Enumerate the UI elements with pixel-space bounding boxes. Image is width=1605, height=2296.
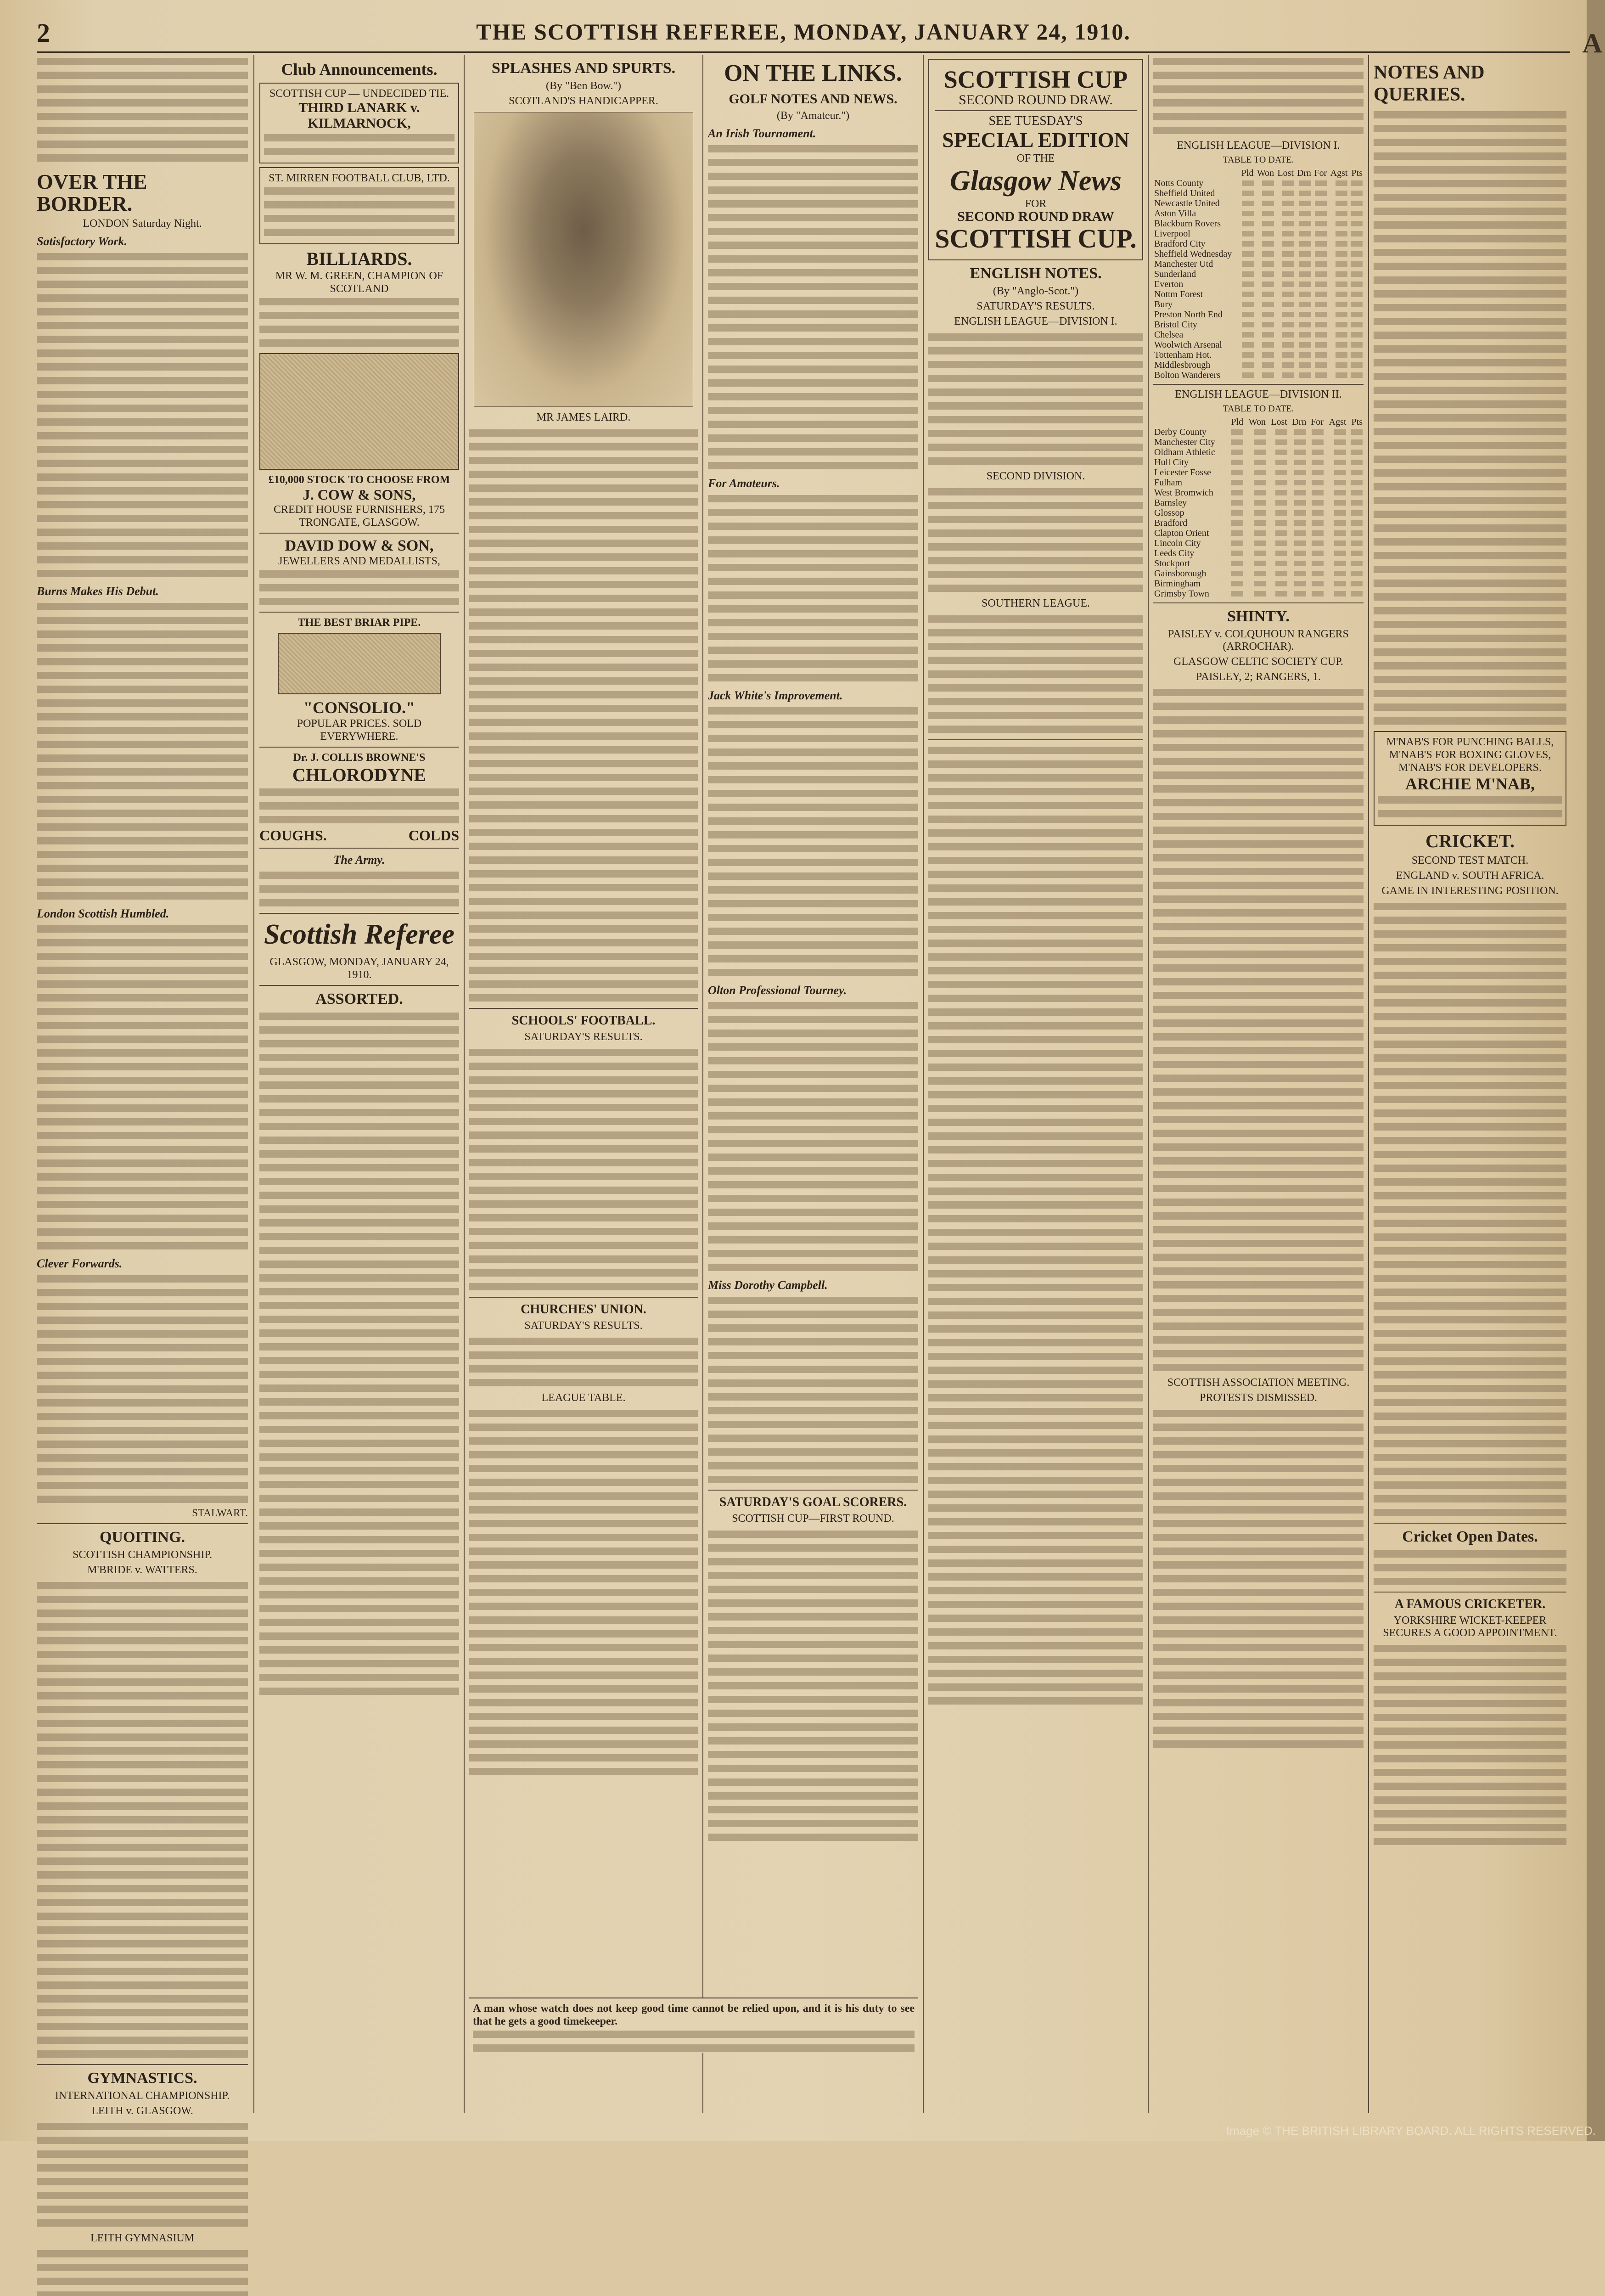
team-name: Barnsley [1154,498,1187,508]
subhead: Clever Forwards. [37,1257,123,1270]
ad-title: SCOTTISH CUP. [935,224,1137,253]
table-row [1153,279,1364,289]
signature: STALWART. [192,1507,248,1519]
table-col-header: For [1314,168,1327,178]
team-name: Leicester Fosse [1154,467,1211,478]
ad-line: M'NAB'S FOR PUNCHING BALLS, M'NAB'S FOR BOXING GLOVES, M'NAB'S FOR DEVELOPERS. [1386,736,1554,774]
ad-title: THIRD LANARK v. KILMARNOCK, [298,100,420,131]
byline: (By "Anglo-Scot.") [993,285,1079,297]
ad-line: SEE TUESDAY'S [988,114,1083,128]
headline-gymnastics: GYMNASTICS. [87,2070,197,2087]
furniture-illustration [259,353,459,470]
team-name: Glossop [1154,508,1184,518]
subhead: PROTESTS DISMISSED. [1199,1392,1318,1404]
column-rule [702,55,703,2113]
table-row [1153,269,1364,279]
team-name: Tottenham Hot. [1154,350,1212,360]
team-name: Oldham Athletic [1154,447,1215,457]
subhead: ENGLISH LEAGUE—DIVISION I. [954,315,1117,327]
subhead: PAISLEY, 2; RANGERS, 1. [1195,671,1321,683]
team-name: Nottm Forest [1154,289,1203,299]
team-name: Grimsby Town [1154,589,1209,599]
table-row [1153,299,1364,310]
column-5 [928,55,1143,2113]
table-col-header: Agst [1330,168,1348,178]
league-table-div2 [1153,417,1364,599]
caption: MR JAMES LAIRD. [536,411,631,423]
column-1 [37,55,248,2244]
table-row [1153,330,1364,340]
column-4 [708,55,918,2113]
section-header: CHURCHES' UNION. [521,1302,646,1317]
subhead: SATURDAY'S RESULTS. [524,1320,643,1332]
team-name: Leeds City [1154,548,1195,558]
mnab-advert [1374,731,1566,826]
team-name: West Bromwich [1154,488,1213,498]
team-name: Preston North End [1154,310,1223,320]
section-header: ON THE LINKS. [724,60,902,86]
ad-line: FOR [1025,198,1047,210]
team-name: Gainsborough [1154,568,1207,579]
subhead: Satisfactory Work. [37,235,127,248]
table-row [1153,289,1364,299]
team-name: Sunderland [1154,269,1196,279]
table-row [1153,259,1364,269]
headline-over-the-border: OVER THE BORDER. [37,170,147,215]
ad-line: £10,000 STOCK TO CHOOSE FROM [268,474,450,486]
team-name: Manchester Utd [1154,259,1213,269]
subhead: Jack White's Improvement. [708,689,843,702]
team-name: Bradford [1154,518,1188,528]
team-name: Sheffield Wednesday [1154,249,1232,259]
ad-line: ST. MIRREN FOOTBALL CLUB, LTD. [269,172,450,184]
ad-title: "CONSOLIO." [303,698,415,717]
section-header: SCHOOLS' FOOTBALL. [511,1013,656,1028]
table-row [1153,178,1364,188]
masthead-rule [37,51,1570,53]
table-row [1153,447,1364,457]
table-row [1153,360,1364,370]
table-col-header: Drn [1296,168,1311,178]
table-row [1153,340,1364,350]
subhead: An Irish Tournament. [708,127,816,140]
section-header: A FAMOUS CRICKETER. [1394,1597,1546,1611]
table-row [1153,249,1364,259]
ad-line: THE BEST BRIAR PIPE. [297,617,421,629]
portrait-illustration [474,112,693,407]
column-3 [469,55,698,2113]
paper-date: GLASGOW, MONDAY, JANUARY 24, 1910. [269,956,449,981]
ad-title: J. COW & SONS, [303,486,416,503]
newspaper-title: THE SCOTTISH REFEREE, MONDAY, JANUARY 24, 1910. [476,19,1131,45]
byline: (By "Ben Bow.") [545,80,622,92]
glasgow-news-advert [928,59,1143,260]
masthead [37,14,1570,51]
subhead: Miss Dorothy Campbell. [708,1278,828,1292]
table-row [1153,457,1364,467]
subhead: SCOTTISH CUP—FIRST ROUND. [732,1513,894,1525]
team-name: Bristol City [1154,320,1197,330]
table-row [1153,320,1364,330]
advert-third-lanark [259,83,459,163]
table-row [1153,558,1364,568]
team-name: Sheffield United [1154,188,1215,198]
subhead: Burns Makes His Debut. [37,585,159,598]
table-col-header: Pld [1231,417,1244,427]
table-row [1153,437,1364,447]
team-name: Manchester City [1154,437,1215,447]
column-rule [464,55,465,2113]
team-name: Stockport [1154,558,1190,568]
ad-title: DAVID DOW & SON, [285,537,434,554]
subhead: SCOTLAND'S HANDICAPPER. [509,95,658,107]
ad-line: Dr. J. COLLIS BROWNE'S [293,752,426,764]
ad-line: A man whose watch does not keep good time cannot be relied upon, and it is his duty to see that he gets a good timekeeper. [473,2003,915,2027]
section-header: ENGLISH NOTES. [970,265,1102,282]
team-name: Bolton Wanderers [1154,370,1221,380]
ad-line: POPULAR PRICES. SOLD EVERYWHERE. [297,718,422,743]
table-row [1153,427,1364,437]
subhead: PAISLEY v. COLQUHOUN RANGERS (ARROCHAR). [1167,628,1349,653]
table-row [1153,528,1364,538]
table-col-header: For [1311,417,1324,427]
table-row [1153,350,1364,360]
column-rule [1368,55,1369,2113]
subhead: London Scottish Humbled. [37,907,169,920]
team-name: Chelsea [1154,330,1184,340]
section-header: SHINTY. [1227,608,1290,625]
section-header: Club Announcements. [281,60,438,79]
column-rule [253,55,254,2113]
section-header: SPLASHES AND SPURTS. [491,60,676,77]
ad-line: MR W. M. GREEN, CHAMPION OF SCOTLAND [275,270,443,295]
ad-title: ARCHIE M'NAB, [1405,775,1535,793]
table-row [1153,498,1364,508]
subhead: GOLF NOTES AND NEWS. [729,91,898,107]
ad-title: Glasgow News [950,165,1122,197]
subhead: For Amateurs. [708,477,780,490]
subhead: LEAGUE TABLE. [541,1392,626,1404]
column-6 [1153,55,1364,2113]
team-name: Hull City [1154,457,1189,467]
section-header: ASSORTED. [315,990,403,1007]
table-col-header: Agst [1329,417,1347,427]
table-row [1153,229,1364,239]
table-col-header: Pld [1241,168,1254,178]
table-row [1153,538,1364,548]
team-name: Bury [1154,299,1173,310]
subhead: GAME IN INTERESTING POSITION. [1381,885,1559,897]
team-name: Blackburn Rovers [1154,219,1221,229]
column-rule [923,55,924,2113]
subhead: SOUTHERN LEAGUE. [982,597,1090,609]
table-row [1153,589,1364,599]
team-name: Middlesbrough [1154,360,1211,370]
table-row [1153,188,1364,198]
ad-line: CREDIT HOUSE FURNISHERS, 175 TRONGATE, GLASGOW. [274,504,445,529]
page-number: 2 [37,18,50,48]
headline-quoiting: QUOITING. [99,1529,185,1546]
ad-title: SPECIAL EDITION [942,128,1129,152]
subhead: SATURDAY'S RESULTS. [524,1031,643,1043]
table-row [1153,219,1364,229]
table-header: ENGLISH LEAGUE—DIVISION I. [1177,140,1340,152]
ad-word: COUGHS. [259,827,327,844]
team-name: Birmingham [1154,579,1201,589]
ad-title: SCOTTISH CUP [943,66,1128,93]
subhead: YORKSHIRE WICKET-KEEPER SECURES A GOOD APPOINTMENT. [1383,1615,1557,1639]
table-sub: TABLE TO DATE. [1223,404,1294,414]
league-table-div1 [1153,168,1364,380]
table-row [1153,518,1364,528]
table-col-header: Won [1257,168,1274,178]
section-header: CRICKET. [1425,831,1515,851]
team-name: Woolwich Arsenal [1154,340,1222,350]
ad-line: SECOND ROUND DRAW [957,209,1114,224]
table-row [1153,370,1364,380]
ad-line: SECOND ROUND DRAW. [959,92,1113,107]
table-title: LEITH GYMNASIUM [90,2232,194,2244]
table-row [1153,478,1364,488]
table-col-header: Drn [1292,417,1307,427]
subhead: ENGLAND v. SOUTH AFRICA. [1396,870,1544,882]
pipe-illustration [278,633,441,694]
table-row [1153,508,1364,518]
table-col-header: Lost [1277,168,1294,178]
next-page-fragment: A [1582,28,1602,58]
table-row [1153,198,1364,208]
subhead: LEITH v. GLASGOW. [91,2105,193,2117]
column-2 [259,55,459,2113]
ad-line: SCOTTISH CUP — UNDECIDED TIE. [269,88,449,100]
table-row [1153,239,1364,249]
table-row [1153,488,1364,498]
subhead: SCOTTISH ASSOCIATION MEETING. [1167,1377,1350,1389]
team-name: Derby County [1154,427,1207,437]
subhead: Olton Professional Tourney. [708,984,847,997]
section-header: NOTES AND QUERIES. [1374,62,1485,105]
subhead: The Army. [333,853,385,867]
paper-nameplate: Scottish Referee [264,919,455,950]
page-edge [1587,0,1605,2141]
team-name: Lincoln City [1154,538,1201,548]
table-header: ENGLISH LEAGUE—DIVISION II. [1175,388,1342,400]
section-header: Cricket Open Dates. [1402,1528,1538,1545]
table-row [1153,548,1364,558]
team-name: Everton [1154,279,1184,289]
table-row [1153,568,1364,579]
subhead: INTERNATIONAL CHAMPIONSHIP. [55,2090,230,2102]
section-header: SATURDAY'S GOAL SCORERS. [719,1495,907,1509]
ad-word: COLDS [408,827,459,844]
advert-st-mirren [259,167,459,244]
ad-line: JEWELLERS AND MEDALLISTS, [278,555,440,567]
team-name: Fulham [1154,478,1183,488]
subhead: GLASGOW CELTIC SOCIETY CUP. [1173,656,1343,668]
subhead: SECOND DIVISION. [986,470,1085,482]
table-col-header: Won [1248,417,1266,427]
team-name: Clapton Orient [1154,528,1209,538]
column-7 [1374,55,1566,2113]
subhead: M'BRIDE v. WATTERS. [87,1564,197,1576]
table-col-header: Pts [1351,417,1363,427]
team-name: Bradford City [1154,239,1206,249]
table-row [1153,579,1364,589]
table-row [1153,467,1364,478]
team-name: Liverpool [1154,229,1190,239]
subhead: SATURDAY'S RESULTS. [976,300,1095,312]
subhead: SCOTTISH CHAMPIONSHIP. [72,1549,213,1561]
table-row [1153,208,1364,219]
subhead: SECOND TEST MATCH. [1411,855,1529,867]
image-credit: Image © THE BRITISH LIBRARY BOARD. ALL RIGHTS RESERVED. [1226,2124,1596,2138]
team-name: Newcastle United [1154,198,1220,208]
team-name: Aston Villa [1154,208,1196,219]
table-row [1153,310,1364,320]
table-sub: TABLE TO DATE. [1223,155,1294,165]
table-col-header: Lost [1271,417,1287,427]
byline: (By "Amateur.") [776,110,850,122]
column-rule [1148,55,1149,2113]
billiards-title: BILLIARDS. [306,248,412,269]
dateline: LONDON Saturday Night. [83,218,202,230]
team-name: Notts County [1154,178,1204,188]
ad-title: CHLORODYNE [292,765,427,785]
ad-line: OF THE [1016,152,1055,164]
table-col-header: Pts [1351,168,1363,178]
watch-advert [469,1998,918,2053]
